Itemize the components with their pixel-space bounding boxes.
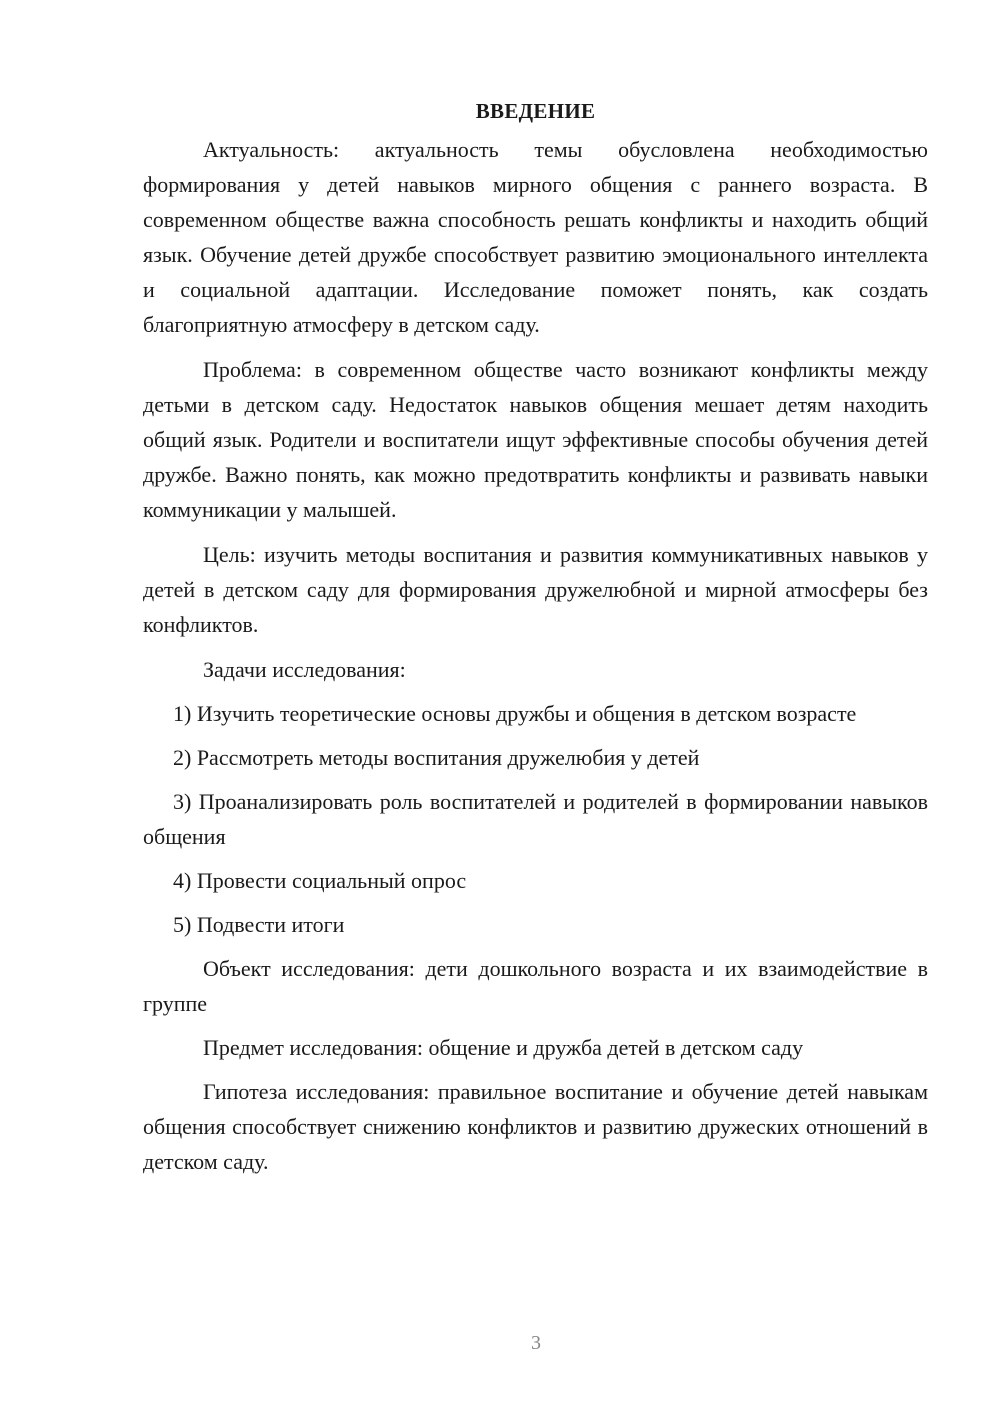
page-number: 3 (531, 1332, 541, 1354)
subject-paragraph: Предмет исследования: общение и дружба детей в детском саду (203, 1035, 804, 1060)
task-item-4: 4) Провести социальный опрос (173, 868, 467, 893)
problem-paragraph: Проблема: в современном обществе часто возникают конфликты между детьми в детском саду. Недостаток навыков общения мешает детям находить общий язык. Родители и воспитатели ищут эффективные способы обучения детей дружбе. Важно понять, как можно предотвратить конфликты и развивать навыки коммуникации у малышей. (143, 357, 928, 522)
hypothesis-paragraph: Гипотеза исследования: правильное воспитание и обучение детей навыкам общения способствует снижению конфликтов и развитию дружеских отношений в детском саду. (143, 1079, 928, 1174)
task-item-3: 3) Проанализировать роль воспитателей и родителей в формировании навыков общения (143, 789, 928, 849)
page-content (143, 96, 928, 1179)
task-item-1: 1) Изучить теоретические основы дружбы и общения в детском возрасте (173, 701, 857, 726)
tasks-heading: Задачи исследования: (203, 657, 406, 682)
task-item-5: 5) Подвести итоги (173, 912, 345, 937)
object-paragraph: Объект исследования: дети дошкольного возраста и их взаимодействие в группе (143, 956, 928, 1016)
goal-paragraph: Цель: изучить методы воспитания и развития коммуникативных навыков у детей в детском саду для формирования дружелюбной и мирной атмосферы без конфликтов. (143, 542, 928, 637)
task-item-2: 2) Рассмотреть методы воспитания дружелюбия у детей (173, 745, 700, 770)
relevance-paragraph: Актуальность: актуальность темы обусловлена необходимостью формирования у детей навыков мирного общения с раннего возраста. В современном обществе важна способность решать конфликты и находить общий язык. Обучение детей дружбе способствует развитию эмоционального интеллекта и социальной адаптации. Исследование поможет понять, как создать благоприятную атмосферу в детском саду. (143, 137, 928, 337)
page-title: ВВЕДЕНИЕ (475, 99, 596, 123)
